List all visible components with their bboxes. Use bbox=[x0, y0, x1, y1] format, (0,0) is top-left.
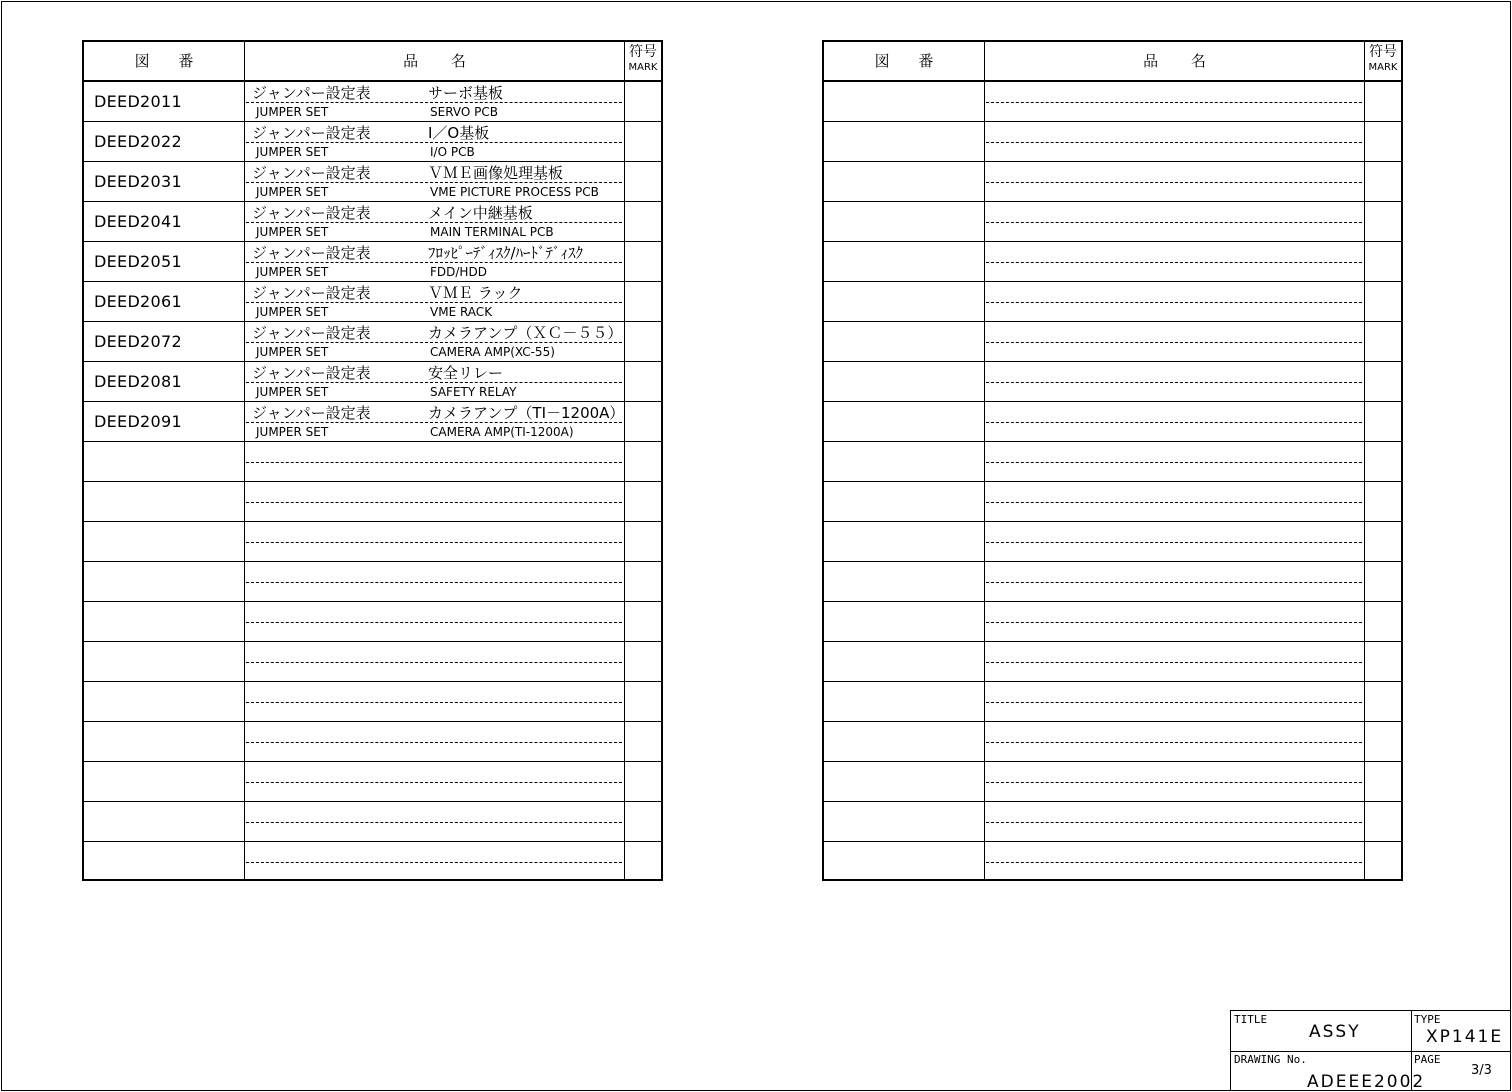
type-value: XP141E bbox=[1426, 1027, 1504, 1047]
dashed-separator bbox=[246, 702, 622, 703]
dashed-separator bbox=[246, 102, 622, 103]
table-row bbox=[84, 242, 661, 282]
mark-cell bbox=[625, 282, 661, 322]
header-part-name: 品 名 bbox=[403, 52, 480, 70]
part-name-en-left: JUMPER SET bbox=[256, 105, 329, 119]
part-name-jp-left: ジャンパー設定表 bbox=[252, 284, 371, 302]
mark-cell bbox=[625, 202, 661, 242]
dashed-separator bbox=[246, 222, 622, 223]
mark-cell bbox=[625, 442, 661, 482]
table-row bbox=[824, 442, 1401, 482]
mark-cell bbox=[1365, 522, 1401, 562]
part-name-jp-right: メイン中継基板 bbox=[428, 204, 533, 222]
header-part-name: 品 名 bbox=[1143, 52, 1220, 70]
part-name-en-right: MAIN TERMINAL PCB bbox=[430, 225, 554, 239]
part-name-en-left: JUMPER SET bbox=[256, 425, 329, 439]
header-mark bbox=[1365, 42, 1401, 80]
dashed-separator bbox=[986, 142, 1362, 143]
drawing-number-cell: DEED2091 bbox=[94, 412, 182, 431]
dashed-separator bbox=[986, 302, 1362, 303]
title-value: ASSY bbox=[1309, 1022, 1361, 1042]
dashed-separator bbox=[246, 782, 622, 783]
mark-cell bbox=[625, 722, 661, 762]
dashed-separator bbox=[246, 422, 622, 423]
mark-cell bbox=[625, 242, 661, 282]
dashed-separator bbox=[986, 182, 1362, 183]
table-row bbox=[84, 322, 661, 362]
part-name-en-right: I/O PCB bbox=[430, 145, 475, 159]
dashed-separator bbox=[246, 662, 622, 663]
table-row bbox=[84, 442, 661, 482]
part-name-jp-right: カメラアンプ（ＸＣ－５５） bbox=[428, 324, 623, 342]
dashed-separator bbox=[246, 302, 622, 303]
mark-cell bbox=[1365, 82, 1401, 122]
drawing-number-cell: DEED2031 bbox=[94, 172, 182, 191]
mark-cell bbox=[1365, 482, 1401, 522]
dashed-separator bbox=[986, 422, 1362, 423]
dashed-separator bbox=[986, 262, 1362, 263]
drawing-number-cell: DEED2081 bbox=[94, 372, 182, 391]
mark-cell bbox=[625, 522, 661, 562]
drawing-number-cell: DEED2072 bbox=[94, 332, 182, 351]
part-name-en-left: JUMPER SET bbox=[256, 145, 329, 159]
table-row bbox=[84, 522, 661, 562]
header-drawing-number: 図 番 bbox=[874, 52, 946, 70]
mark-cell bbox=[1365, 802, 1401, 842]
header-mark-en: MARK bbox=[628, 62, 658, 73]
table-row bbox=[824, 242, 1401, 282]
table-row bbox=[84, 362, 661, 402]
part-name-en-left: JUMPER SET bbox=[256, 265, 329, 279]
table-row bbox=[824, 642, 1401, 682]
table-row bbox=[824, 82, 1401, 122]
header-mark-jp: 符号 bbox=[629, 44, 657, 60]
part-name-jp-right: ＶＭＥ ラック bbox=[428, 284, 523, 302]
drawing-number-label: DRAWING No. bbox=[1234, 1053, 1307, 1066]
table-row bbox=[824, 162, 1401, 202]
table-row bbox=[824, 722, 1401, 762]
part-name-en-left: JUMPER SET bbox=[256, 345, 329, 359]
mark-cell bbox=[1365, 562, 1401, 602]
table-row bbox=[84, 82, 661, 122]
dashed-separator bbox=[986, 742, 1362, 743]
part-name-jp-right: ﾌﾛｯﾋﾟｰﾃﾞｨｽｸ/ﾊｰﾄﾞﾃﾞｨｽｸ bbox=[428, 244, 584, 262]
mark-cell bbox=[1365, 602, 1401, 642]
dashed-separator bbox=[986, 782, 1362, 783]
table-row bbox=[84, 642, 661, 682]
parts-table-left bbox=[82, 40, 663, 881]
mark-cell bbox=[1365, 642, 1401, 682]
table-row bbox=[824, 202, 1401, 242]
mark-cell bbox=[625, 122, 661, 162]
dashed-separator bbox=[986, 542, 1362, 543]
page-label: PAGE bbox=[1414, 1053, 1441, 1066]
table-row bbox=[84, 602, 661, 642]
mark-cell bbox=[1365, 162, 1401, 202]
dashed-separator bbox=[986, 222, 1362, 223]
dashed-separator bbox=[246, 462, 622, 463]
table-row bbox=[824, 562, 1401, 602]
drawing-number-cell: DEED2041 bbox=[94, 212, 182, 231]
mark-cell bbox=[1365, 242, 1401, 282]
table-row bbox=[84, 562, 661, 602]
part-name-en-right: SAFETY RELAY bbox=[430, 385, 517, 399]
dashed-separator bbox=[986, 342, 1362, 343]
table-row bbox=[824, 362, 1401, 402]
part-name-en-right: FDD/HDD bbox=[430, 265, 487, 279]
part-name-jp-right: 安全リレー bbox=[428, 364, 504, 382]
dashed-separator bbox=[986, 702, 1362, 703]
table-row bbox=[824, 482, 1401, 522]
parts-table-right bbox=[822, 40, 1403, 881]
table-row bbox=[824, 282, 1401, 322]
dashed-separator bbox=[246, 342, 622, 343]
table-row bbox=[84, 722, 661, 762]
title-block bbox=[1230, 1010, 1510, 1090]
mark-cell bbox=[1365, 202, 1401, 242]
table-row bbox=[84, 762, 661, 802]
table-row bbox=[824, 842, 1401, 882]
part-name-jp-left: ジャンパー設定表 bbox=[252, 244, 371, 262]
dashed-separator bbox=[246, 862, 622, 863]
mark-cell bbox=[625, 402, 661, 442]
mark-cell bbox=[1365, 362, 1401, 402]
dashed-separator bbox=[986, 502, 1362, 503]
table-row bbox=[84, 282, 661, 322]
part-name-jp-left: ジャンパー設定表 bbox=[252, 124, 371, 142]
dashed-separator bbox=[986, 662, 1362, 663]
dashed-separator bbox=[246, 582, 622, 583]
table-row bbox=[824, 802, 1401, 842]
part-name-en-right: SERVO PCB bbox=[430, 105, 498, 119]
part-name-en-right: CAMERA AMP(XC-55) bbox=[430, 345, 555, 359]
part-name-jp-right: ＶＭＥ画像処理基板 bbox=[428, 164, 564, 182]
part-name-jp-left: ジャンパー設定表 bbox=[252, 364, 371, 382]
table-header bbox=[84, 42, 661, 82]
mark-cell bbox=[625, 802, 661, 842]
table-row bbox=[824, 402, 1401, 442]
dashed-separator bbox=[246, 262, 622, 263]
title-block-divider bbox=[1231, 1051, 1511, 1052]
mark-cell bbox=[625, 362, 661, 402]
mark-cell bbox=[625, 642, 661, 682]
dashed-separator bbox=[986, 462, 1362, 463]
table-row bbox=[824, 682, 1401, 722]
dashed-separator bbox=[246, 182, 622, 183]
table-row bbox=[84, 482, 661, 522]
table-row bbox=[84, 162, 661, 202]
mark-cell bbox=[1365, 682, 1401, 722]
dashed-separator bbox=[246, 822, 622, 823]
part-name-en-left: JUMPER SET bbox=[256, 225, 329, 239]
dashed-separator bbox=[986, 622, 1362, 623]
mark-cell bbox=[625, 682, 661, 722]
dashed-separator bbox=[246, 542, 622, 543]
part-name-en-left: JUMPER SET bbox=[256, 385, 329, 399]
header-mark-en: MARK bbox=[1368, 62, 1398, 73]
drawing-number-cell: DEED2051 bbox=[94, 252, 182, 271]
page-value: 3/3 bbox=[1471, 1063, 1492, 1078]
table-row bbox=[824, 122, 1401, 162]
type-label: TYPE bbox=[1414, 1013, 1441, 1026]
part-name-jp-left: ジャンパー設定表 bbox=[252, 204, 371, 222]
part-name-en-right: VME RACK bbox=[430, 305, 493, 319]
drawing-number-cell: DEED2061 bbox=[94, 292, 182, 311]
header-drawing-number: 図 番 bbox=[134, 52, 206, 70]
header-mark-jp: 符号 bbox=[1369, 44, 1397, 60]
header-mark bbox=[625, 42, 661, 80]
table-row bbox=[824, 602, 1401, 642]
mark-cell bbox=[1365, 722, 1401, 762]
drawing-number-cell: DEED2022 bbox=[94, 132, 182, 151]
table-row bbox=[824, 322, 1401, 362]
table-row bbox=[84, 122, 661, 162]
dashed-separator bbox=[986, 862, 1362, 863]
dashed-separator bbox=[246, 142, 622, 143]
table-row bbox=[84, 682, 661, 722]
part-name-en-right: VME PICTURE PROCESS PCB bbox=[430, 185, 599, 199]
mark-cell bbox=[625, 322, 661, 362]
mark-cell bbox=[1365, 122, 1401, 162]
part-name-jp-left: ジャンパー設定表 bbox=[252, 324, 371, 342]
mark-cell bbox=[625, 82, 661, 122]
dashed-separator bbox=[986, 822, 1362, 823]
mark-cell bbox=[625, 562, 661, 602]
part-name-jp-left: ジャンパー設定表 bbox=[252, 404, 371, 422]
part-name-jp-left: ジャンパー設定表 bbox=[252, 164, 371, 182]
mark-cell bbox=[625, 602, 661, 642]
mark-cell bbox=[1365, 442, 1401, 482]
mark-cell bbox=[1365, 282, 1401, 322]
mark-cell bbox=[625, 482, 661, 522]
table-row bbox=[84, 842, 661, 882]
part-name-jp-right: サーボ基板 bbox=[428, 84, 504, 102]
drawing-number-value: ADEEE2002 bbox=[1307, 1072, 1426, 1092]
table-row bbox=[84, 202, 661, 242]
table-row bbox=[84, 402, 661, 442]
part-name-jp-right: カメラアンプ（TI－1200A） bbox=[428, 404, 625, 422]
mark-cell bbox=[625, 762, 661, 802]
table-header bbox=[824, 42, 1401, 82]
table-row bbox=[84, 802, 661, 842]
part-name-en-left: JUMPER SET bbox=[256, 185, 329, 199]
mark-cell bbox=[1365, 842, 1401, 882]
mark-cell bbox=[625, 162, 661, 202]
dashed-separator bbox=[246, 622, 622, 623]
part-name-jp-right: I／O基板 bbox=[428, 124, 490, 142]
mark-cell bbox=[625, 842, 661, 882]
dashed-separator bbox=[246, 742, 622, 743]
title-label: TITLE bbox=[1234, 1013, 1268, 1026]
dashed-separator bbox=[986, 102, 1362, 103]
drawing-number-cell: DEED2011 bbox=[94, 92, 182, 111]
part-name-en-left: JUMPER SET bbox=[256, 305, 329, 319]
mark-cell bbox=[1365, 322, 1401, 362]
dashed-separator bbox=[986, 382, 1362, 383]
dashed-separator bbox=[246, 502, 622, 503]
dashed-separator bbox=[246, 382, 622, 383]
table-row bbox=[824, 522, 1401, 562]
table-row bbox=[824, 762, 1401, 802]
mark-cell bbox=[1365, 762, 1401, 802]
dashed-separator bbox=[986, 582, 1362, 583]
part-name-jp-left: ジャンパー設定表 bbox=[252, 84, 371, 102]
mark-cell bbox=[1365, 402, 1401, 442]
part-name-en-right: CAMERA AMP(TI-1200A) bbox=[430, 425, 574, 439]
